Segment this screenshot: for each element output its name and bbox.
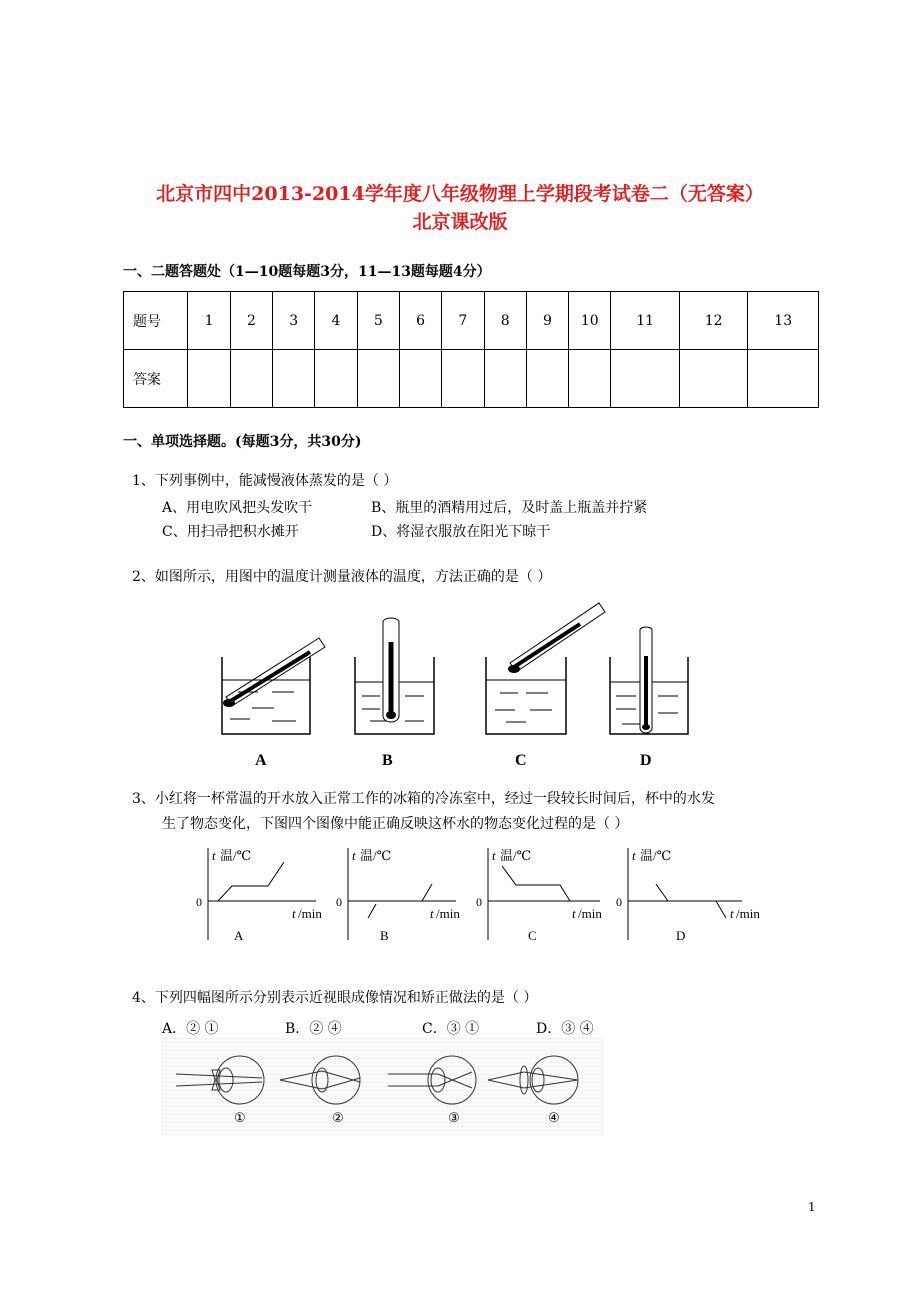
q3-origin: 0 — [196, 895, 202, 909]
question-number-cell: 11 — [611, 292, 679, 350]
beaker-d — [610, 627, 688, 734]
question-number-cell: 6 — [399, 292, 441, 350]
question-number-cell: 12 — [679, 292, 747, 350]
q4-fig2-label: ② — [332, 1110, 344, 1125]
beaker-b — [355, 618, 434, 734]
answer-cell[interactable] — [357, 350, 399, 408]
page-number: 1 — [808, 1200, 816, 1214]
page-subtitle: 北京课改版 — [412, 211, 508, 233]
q3-xlabel: /min — [436, 906, 460, 921]
answer-cell[interactable] — [484, 350, 526, 408]
q3-stem-line2: 生了物态变化，下图四个图像中能正确反映这杯水的物态变化过程的是（ ） — [162, 816, 629, 832]
q3-graph-d — [616, 848, 760, 943]
q3-xlabel-t: t — [730, 906, 734, 921]
answer-cell[interactable] — [611, 350, 679, 408]
q3-ylabel-t: t — [632, 848, 636, 863]
q3-label-b: B — [380, 928, 389, 943]
page-title: 北京市四中2013-2014学年度八年级物理上学期段考试卷二（无答案） — [156, 183, 764, 205]
q4-fig1-label: ① — [234, 1110, 246, 1125]
question-number-header: 题号 — [124, 292, 188, 350]
question-number-cell: 10 — [569, 292, 611, 350]
question-number-cell: 3 — [273, 292, 315, 350]
q3-ylabel-t: t — [492, 848, 496, 863]
answer-cell[interactable] — [526, 350, 568, 408]
q4-fig3-label: ③ — [448, 1110, 460, 1125]
q2-label-b: B — [382, 752, 393, 769]
q4-eye-figure — [162, 1038, 604, 1136]
q3-xlabel: /min — [736, 906, 760, 921]
q4-option-d: D．③ ④ — [536, 1021, 594, 1037]
q1-option-d: D、将湿衣服放在阳光下晾干 — [371, 524, 551, 540]
answer-cell[interactable] — [273, 350, 315, 408]
answer-cell[interactable] — [230, 350, 272, 408]
answer-header: 答案 — [124, 350, 188, 408]
q1-option-c: C、用扫帚把积水摊开 — [162, 524, 299, 540]
q3-graph-b — [336, 848, 460, 943]
q3-xlabel: /min — [578, 906, 602, 921]
q2-label-d: D — [640, 752, 652, 769]
q3-xlabel: /min — [298, 906, 322, 921]
answer-cell[interactable] — [442, 350, 484, 408]
q3-label-c: C — [528, 928, 537, 943]
q2-label-c: C — [515, 752, 527, 769]
q4-fig4-label: ④ — [548, 1110, 560, 1125]
answer-cell[interactable] — [748, 350, 819, 408]
q4-stem: 4、下列四幅图所示分别表示近视眼成像情况和矫正做法的是（ ） — [132, 990, 538, 1006]
q2-thermometer-figure — [210, 600, 690, 775]
answer-section-heading: 一、二题答题处（1—10题每题3分，11—13题每题4分） — [123, 264, 491, 280]
q2-stem: 2、如图所示，用图中的温度计测量液体的温度，方法正确的是（ ） — [132, 569, 552, 585]
answer-cell[interactable] — [679, 350, 747, 408]
q2-label-a: A — [255, 752, 267, 769]
q3-ylabel: 温/℃ — [220, 848, 252, 863]
q3-origin: 0 — [476, 895, 482, 909]
q1-stem: 1、下列事例中，能减慢液体蒸发的是（ ） — [132, 473, 398, 489]
answer-cell[interactable] — [399, 350, 441, 408]
q3-label-d: D — [676, 928, 686, 943]
question-number-cell: 8 — [484, 292, 526, 350]
beaker-c — [486, 603, 605, 734]
q3-stem-line1: 3、小红将一杯常温的开水放入正常工作的冰箱的冷冻室中，经过一段较长时间后，杯中的水发 — [132, 791, 715, 807]
q3-xlabel-t: t — [572, 906, 576, 921]
q3-origin: 0 — [336, 895, 342, 909]
section1-heading: 一、单项选择题。(每题3分，共30分) — [123, 434, 362, 450]
q3-graph-a — [196, 848, 322, 943]
q3-xlabel-t: t — [292, 906, 296, 921]
q3-ylabel-t: t — [212, 848, 216, 863]
answer-cell[interactable] — [569, 350, 611, 408]
q3-ylabel: 温/℃ — [500, 848, 532, 863]
q4-option-c: C．③ ① — [422, 1021, 480, 1037]
answer-cell[interactable] — [188, 350, 230, 408]
question-number-cell: 1 — [188, 292, 230, 350]
question-number-cell: 9 — [526, 292, 568, 350]
q3-origin: 0 — [616, 895, 622, 909]
q3-label-a: A — [234, 928, 244, 943]
q1-option-a: A、用电吹风把头发吹干 — [162, 500, 313, 516]
question-number-cell: 2 — [230, 292, 272, 350]
q3-graphs — [190, 840, 780, 948]
question-number-cell: 5 — [357, 292, 399, 350]
q3-xlabel-t: t — [430, 906, 434, 921]
q3-ylabel: 温/℃ — [640, 848, 672, 863]
q3-graph-c — [476, 848, 602, 943]
beaker-a — [222, 638, 325, 734]
answer-table — [123, 291, 819, 408]
q3-ylabel: 温/℃ — [360, 848, 392, 863]
question-number-cell: 13 — [748, 292, 819, 350]
q4-option-a: A．② ① — [162, 1021, 219, 1037]
q3-ylabel-t: t — [352, 848, 356, 863]
q4-option-b: B．② ④ — [285, 1021, 342, 1037]
q1-option-b: B、瓶里的酒精用过后，及时盖上瓶盖并拧紧 — [371, 500, 648, 516]
answer-cell[interactable] — [315, 350, 357, 408]
question-number-cell: 4 — [315, 292, 357, 350]
question-number-cell: 7 — [442, 292, 484, 350]
